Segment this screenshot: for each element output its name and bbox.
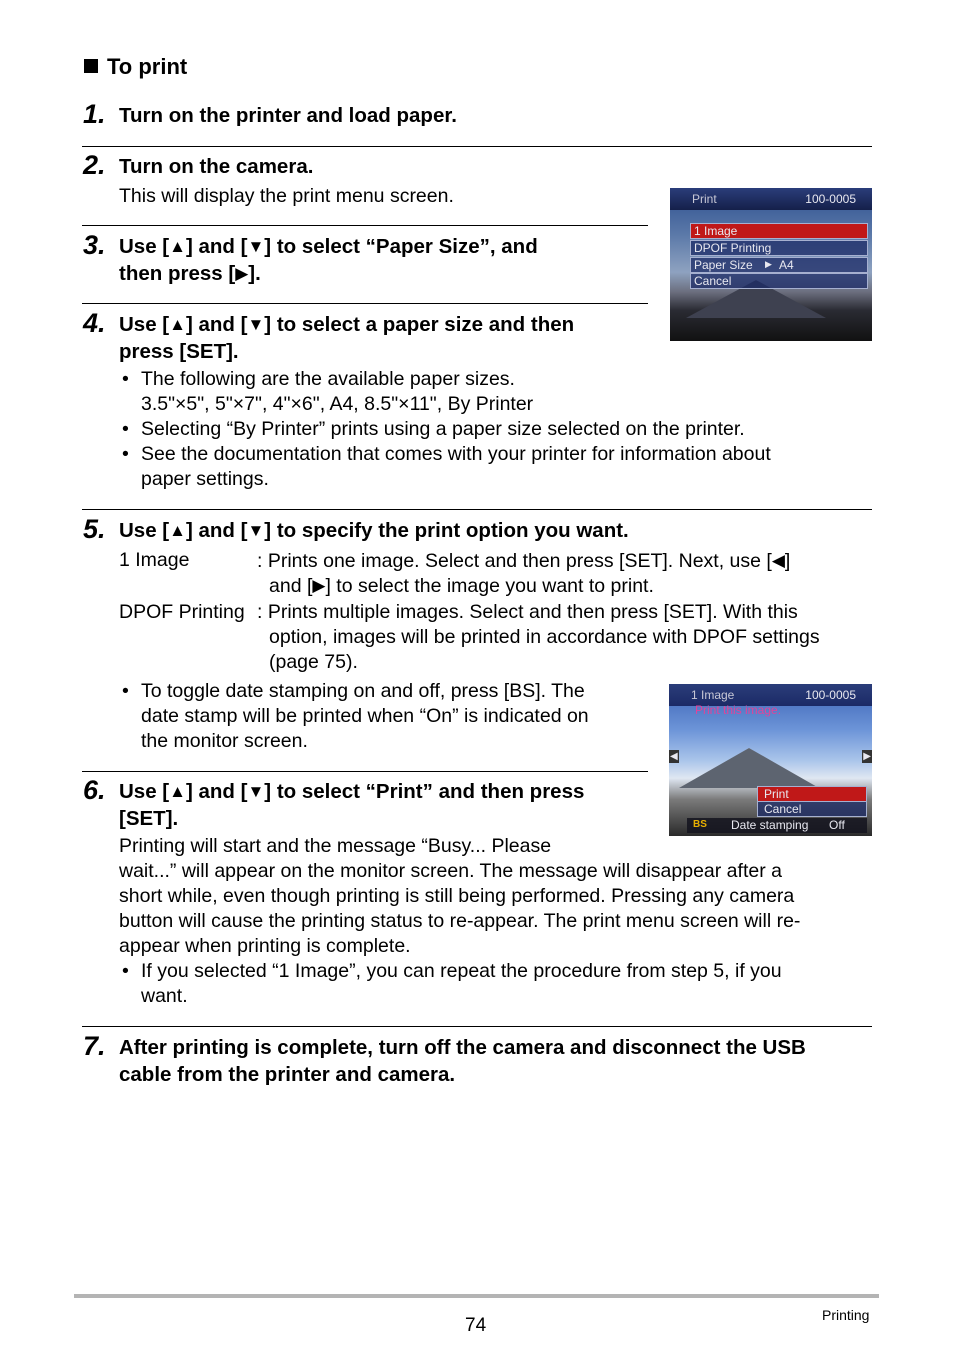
date-stamp-value: Off [829,818,845,832]
down-arrow-icon: ▼ [247,237,265,256]
right-arrow-icon: ▶ [765,259,772,269]
menu-item-paper-size: Paper Size ▶ A4 [690,257,868,273]
step-4-heading-line2: press [SET]. [119,340,239,363]
step-5-number: 5. [83,514,106,544]
bs-label: BS [693,819,707,830]
left-arrow-icon: ◀ [771,551,785,570]
step-6-text: Printing will start and the message “Busy... Please wait...” will appear on the monitor screen. The message will disappear after a short while, even though printing is still being performed. Pressing any camera button will cause the printing status to re-appear. The print menu screen will re- appear when printing is complete. [119,835,801,957]
screen-title: 1 Image [691,688,735,702]
screen-subtitle: Print this image. [695,703,782,717]
print-image-screen [669,684,872,836]
step-6-bullet: • If you selected “1 Image”, you can repeat the procedure from step 5, if you want. [141,959,782,1009]
print-menu-screen [670,188,872,341]
date-stamp-label: Date stamping [731,818,809,832]
down-arrow-icon: ▼ [247,521,265,540]
step-1-heading: Turn on the printer and load paper. [119,104,457,127]
right-arrow-icon: ▶ [235,264,249,283]
step-3-heading: Use [▲] and [▼] to select “Paper Size”, and [119,235,538,258]
step-4-bullet-1: • The following are the available paper sizes. 3.5"×5", 5"×7", 4"×6", A4, 8.5"×11", By Printer [141,367,533,417]
date-stamp-bar [687,818,867,833]
menu-item-cancel: Cancel [757,801,867,817]
step-6-number: 6. [83,775,106,805]
step-4-number: 4. [83,308,106,338]
option-2-term: DPOF Printing [119,601,245,623]
file-counter: 100-0005 [805,688,856,702]
up-arrow-icon: ▲ [169,521,186,540]
option-2-desc: : Prints multiple images. Select and then press [SET]. With this [257,601,798,623]
page-number: 74 [465,1315,487,1336]
square-bullet-icon [84,59,98,73]
step-5-heading: Use [▲] and [▼] to specify the print option you want. [119,519,629,542]
step-6-heading-line2: [SET]. [119,807,179,830]
up-arrow-icon: ▲ [169,782,186,801]
right-arrow-icon: ▶ [863,751,871,762]
option-1-desc: : Prints one image. Select and then press [SET]. Next, use [◀] [257,550,791,572]
down-arrow-icon: ▼ [247,315,265,334]
step-2-text: This will display the print menu screen. [119,185,454,207]
option-1-desc-line2: and [▶] to select the image you want to print. [269,575,654,597]
step-6-heading: Use [▲] and [▼] to select “Print” and then press [119,780,585,803]
menu-item-dpof: DPOF Printing [690,240,868,256]
up-arrow-icon: ▲ [169,315,186,334]
step-4-heading: Use [▲] and [▼] to select a paper size and then [119,313,575,336]
step-5-bullet: • To toggle date stamping on and off, press [BS]. The date stamp will be printed when “On” is indicated on the monitor screen. [141,679,589,754]
menu-item-cancel: Cancel [690,273,868,289]
option-2-desc-line3: (page 75). [269,651,358,673]
divider [82,771,648,772]
section-title: To print [84,54,187,80]
divider [82,1026,872,1027]
mountain [679,748,819,788]
step-3-heading-line2: then press [▶]. [119,262,261,285]
step-7-number: 7. [83,1031,106,1061]
up-arrow-icon: ▲ [169,237,186,256]
divider [82,146,872,147]
footer-section-label: Printing [822,1307,870,1323]
step-2-heading: Turn on the camera. [119,155,314,178]
step-4-bullet-3: • See the documentation that comes with your printer for information about paper settings. [141,442,771,492]
step-1-number: 1. [83,99,106,129]
divider [82,509,872,510]
step-7-heading: After printing is complete, turn off the camera and disconnect the USB cable from the printer and camera. [119,1036,806,1086]
step-2-number: 2. [83,150,106,180]
left-arrow-icon: ◀ [670,751,678,762]
divider [82,303,648,304]
menu-item-print: Print [757,786,867,802]
down-arrow-icon: ▼ [247,782,265,801]
step-4-bullet-2: • Selecting “By Printer” prints using a paper size selected on the printer. [141,417,745,442]
screen-title: Print [692,192,717,206]
menu-item-1-image: 1 Image [690,223,868,239]
option-1-term: 1 Image [119,549,190,571]
file-counter: 100-0005 [805,192,856,206]
divider [82,225,648,226]
option-2-desc-line2: option, images will be printed in accordance with DPOF settings [269,626,820,648]
right-arrow-icon: ▶ [312,576,326,595]
step-3-number: 3. [83,230,106,260]
footer-rule [74,1294,879,1298]
